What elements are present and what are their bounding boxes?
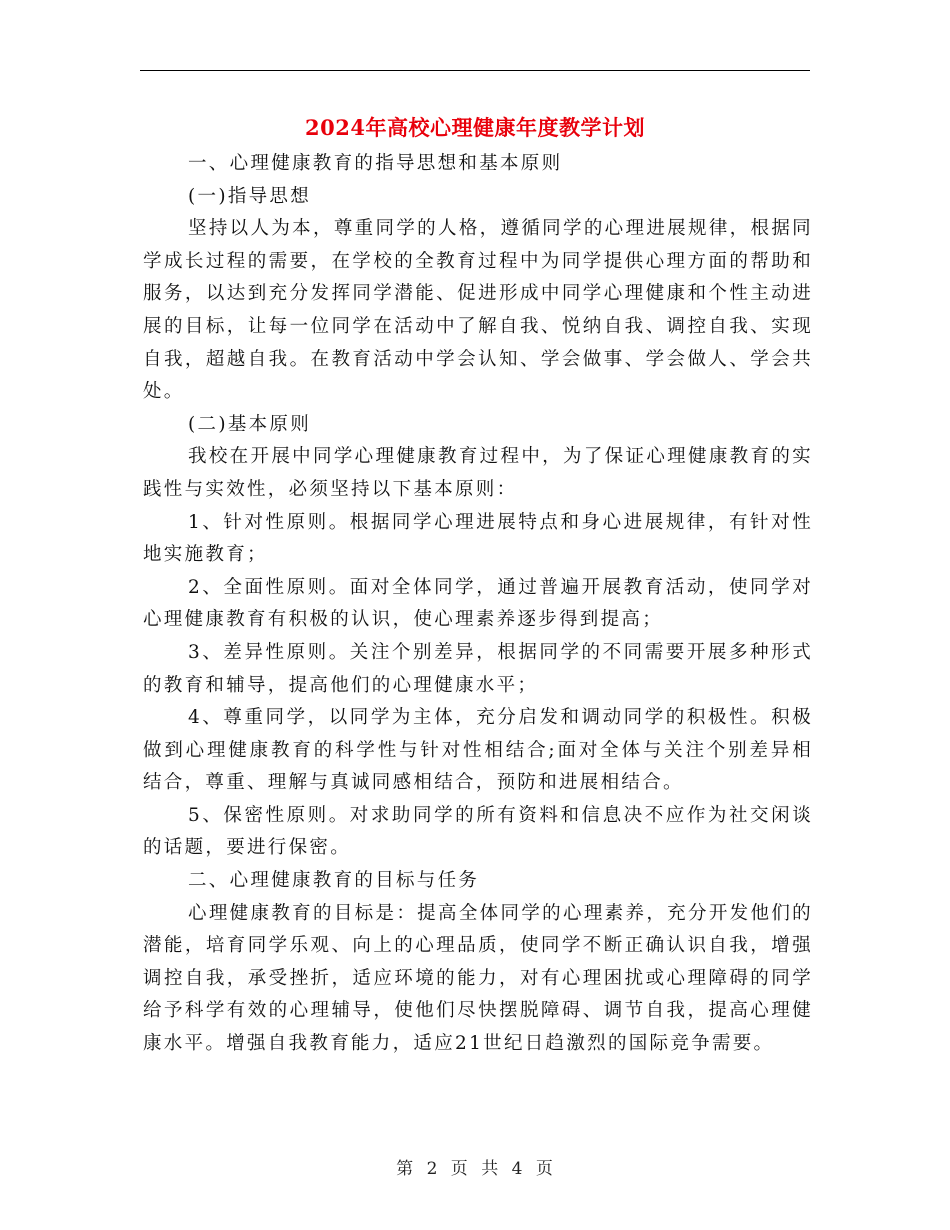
principle-item: 3、差异性原则。关注个别差异，根据同学的不同需要开展多种形式的教育和辅导，提高他们的心理健康水平； (143, 641, 813, 696)
document-title: 2024年高校心理健康年度教学计划 (305, 115, 645, 140)
principle-item: 2、全面性原则。面对全体同学，通过普遍开展教育活动，使同学对心理健康教育有积极的认识，使心理素养逐步得到提高； (143, 576, 813, 631)
page-footer: 第 2 页 共 4 页 (396, 1159, 554, 1179)
principle-item: 1、针对性原则。根据同学心理进展特点和身心进展规律，有针对性地实施教育； (143, 511, 813, 566)
principle-item: 4、尊重同学，以同学为主体，充分启发和调动同学的积极性。积极做到心理健康教育的科学性与针对性相结合;面对全体与关注个别差异相结合，尊重、理解与真诚同感相结合，预防和进展相结合。 (143, 707, 813, 794)
body-paragraph: 坚持以人为本，尊重同学的人格，遵循同学的心理进展规律，根据同学成长过程的需要，在学校的全教育过程中为同学提供心理方面的帮助和服务，以达到充分发挥同学潜能、促进形成中同学心理健康和个性主动进展的目标，让每一位同学在活动中了解自我、悦纳自我、调控自我、实现自我，超越自我。在教育活动中学会认知、学会做事、学会做人、学会共处。 (143, 218, 813, 403)
subsection-heading: (二)基本原则 (188, 413, 312, 435)
body-paragraph: 我校在开展中同学心理健康教育过程中，为了保证心理健康教育的实践性与实效性，必须坚持以下基本原则： (143, 446, 813, 500)
document-body (143, 148, 813, 1061)
section-heading: 一、心理健康教育的指导思想和基本原则 (188, 153, 563, 174)
body-paragraph: 心理健康教育的目标是：提高全体同学的心理素养，充分开发他们的潜能，培育同学乐观、向上的心理品质，使同学不断正确认识自我，增强调控自我，承受挫折，适应环境的能力，对有心理困扰或心理障碍的同学给予科学有效的心理辅导，使他们尽快摆脱障碍、调节自我，提高心理健康水平。增强自我教育能力，适应21世纪日趋激烈的国际竞争需要。 (143, 902, 813, 1055)
subsection-heading: (一)指导思想 (188, 185, 312, 207)
header-rule (140, 70, 810, 71)
principle-item: 5、保密性原则。对求助同学的所有资料和信息决不应作为社交闲谈的话题，要进行保密。 (143, 804, 813, 859)
section-heading: 二、心理健康教育的目标与任务 (188, 870, 480, 892)
